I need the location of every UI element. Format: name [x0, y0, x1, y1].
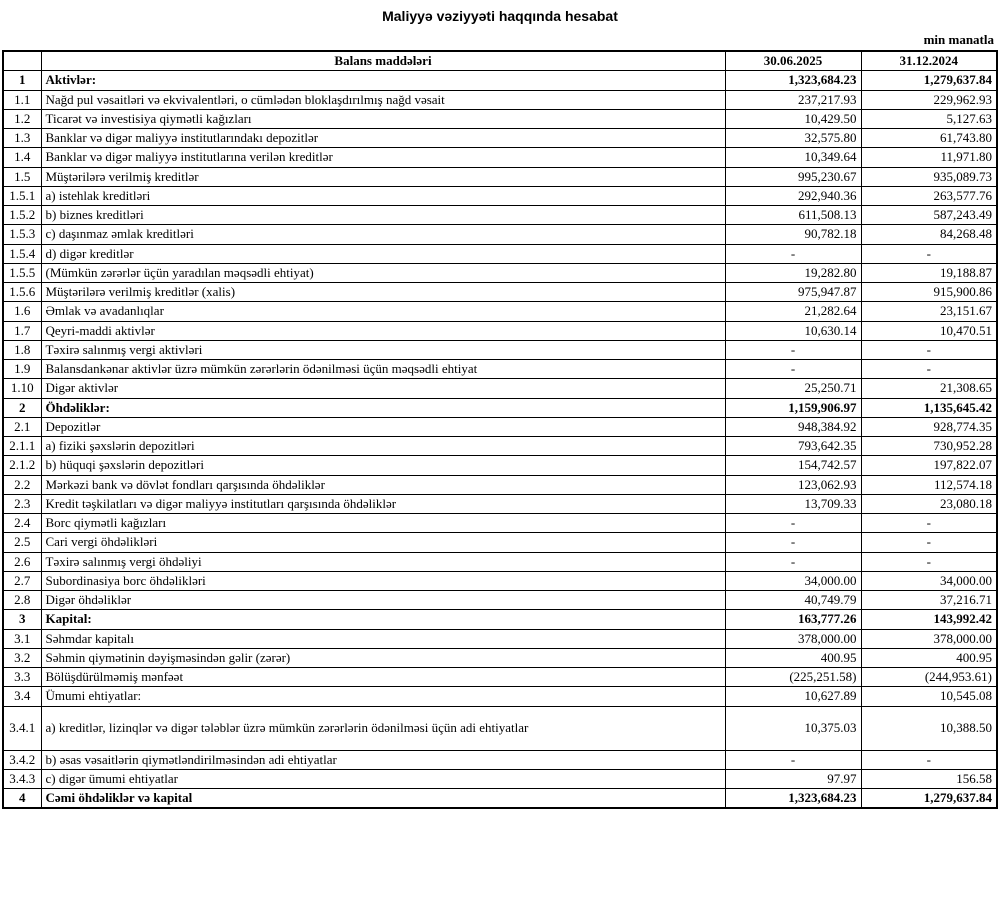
- row-number: 1.5.3: [3, 225, 41, 244]
- row-number: 1.9: [3, 360, 41, 379]
- row-value-col2: 730,952.28: [861, 437, 997, 456]
- table-row: [3, 629, 997, 648]
- row-number: 2: [3, 398, 41, 417]
- row-label: Kredit təşkilatları və digər maliyyə institutları qarşısında öhdəliklər: [41, 494, 725, 513]
- table-row: [3, 148, 997, 167]
- row-number: 1.2: [3, 109, 41, 128]
- table-row: [3, 340, 997, 359]
- row-value-col1: 10,375.03: [725, 706, 861, 750]
- row-label: Müştərilərə verilmiş kreditlər (xalis): [41, 283, 725, 302]
- row-value-col2: 84,268.48: [861, 225, 997, 244]
- row-label: Digər öhdəliklər: [41, 591, 725, 610]
- row-value-col2: 5,127.63: [861, 109, 997, 128]
- row-label: Banklar və digər maliyyə institutlarına verilən kreditlər: [41, 148, 725, 167]
- row-label: Banklar və digər maliyyə institutlarındakı depozitlər: [41, 129, 725, 148]
- table-row: [3, 706, 997, 750]
- row-number: 1.8: [3, 340, 41, 359]
- row-label: b) əsas vəsaitlərin qiymətləndirilməsindən adi ehtiyatlar: [41, 750, 725, 769]
- row-label: b) hüquqi şəxslərin depozitləri: [41, 456, 725, 475]
- row-label: Borc qiymətli kağızları: [41, 514, 725, 533]
- header-label: Balans maddələri: [41, 51, 725, 71]
- row-label: a) fiziki şəxslərin depozitləri: [41, 437, 725, 456]
- row-value-col1: 1,159,906.97: [725, 398, 861, 417]
- row-value-col1: 975,947.87: [725, 283, 861, 302]
- row-label: Ticarət və investisiya qiymətli kağızları: [41, 109, 725, 128]
- row-value-col1: 1,323,684.23: [725, 71, 861, 90]
- row-label: Mərkəzi bank və dövlət fondları qarşısında öhdəliklər: [41, 475, 725, 494]
- table-row: [3, 456, 997, 475]
- row-value-col2: 928,774.35: [861, 417, 997, 436]
- row-value-col2: 1,279,637.84: [861, 71, 997, 90]
- row-label: Bölüşdürülməmiş mənfəət: [41, 668, 725, 687]
- row-value-col1: -: [725, 533, 861, 552]
- table-row: [3, 789, 997, 809]
- row-value-col2: 23,151.67: [861, 302, 997, 321]
- row-label: Təxirə salınmış vergi aktivləri: [41, 340, 725, 359]
- table-row: [3, 437, 997, 456]
- row-value-col2: 263,577.76: [861, 186, 997, 205]
- row-label: a) kreditlər, lizinqlər və digər tələblər üzrə mümkün zərərlərin ödənilməsi üçün adi ehtiyatlar: [41, 706, 725, 750]
- row-number: 2.5: [3, 533, 41, 552]
- row-value-col2: 61,743.80: [861, 129, 997, 148]
- row-number: 2.2: [3, 475, 41, 494]
- row-value-col2: 112,574.18: [861, 475, 997, 494]
- row-value-col2: 19,188.87: [861, 263, 997, 282]
- table-row: [3, 610, 997, 629]
- row-value-col2: 378,000.00: [861, 629, 997, 648]
- row-label: Qeyri-maddi aktivlər: [41, 321, 725, 340]
- row-value-col2: -: [861, 360, 997, 379]
- table-row: [3, 283, 997, 302]
- row-number: 1.5.1: [3, 186, 41, 205]
- row-value-col2: (244,953.61): [861, 668, 997, 687]
- balance-sheet-table: [2, 50, 998, 809]
- row-value-col1: -: [725, 340, 861, 359]
- row-label: Təxirə salınmış vergi öhdəliyi: [41, 552, 725, 571]
- row-value-col2: 11,971.80: [861, 148, 997, 167]
- row-value-col1: 32,575.80: [725, 129, 861, 148]
- row-value-col1: 948,384.92: [725, 417, 861, 436]
- row-label: d) digər kreditlər: [41, 244, 725, 263]
- table-row: [3, 90, 997, 109]
- row-number: 1.5.6: [3, 283, 41, 302]
- row-value-col1: 34,000.00: [725, 571, 861, 590]
- row-value-col1: 97.97: [725, 769, 861, 788]
- table-row: [3, 321, 997, 340]
- row-value-col1: 163,777.26: [725, 610, 861, 629]
- row-number: 3.3: [3, 668, 41, 687]
- header-num: [3, 51, 41, 71]
- table-row: [3, 109, 997, 128]
- row-number: 1.7: [3, 321, 41, 340]
- row-value-col1: 19,282.80: [725, 263, 861, 282]
- row-label: c) daşınmaz əmlak kreditləri: [41, 225, 725, 244]
- row-number: 2.8: [3, 591, 41, 610]
- row-number: 1.5.2: [3, 206, 41, 225]
- row-number: 1.5.4: [3, 244, 41, 263]
- table-row: [3, 533, 997, 552]
- row-value-col1: 995,230.67: [725, 167, 861, 186]
- row-number: 2.1.2: [3, 456, 41, 475]
- unit-note: min manatla: [923, 32, 994, 47]
- row-label: Cəmi öhdəliklər və kapital: [41, 789, 725, 809]
- row-value-col2: -: [861, 750, 997, 769]
- table-row: [3, 750, 997, 769]
- row-value-col1: (225,251.58): [725, 668, 861, 687]
- row-label: Nağd pul vəsaitləri və ekvivalentləri, o cümlədən bloklaşdırılmış nağd vəsait: [41, 90, 725, 109]
- row-label: Öhdəliklər:: [41, 398, 725, 417]
- table-row: [3, 302, 997, 321]
- header-col2-date: 31.12.2024: [861, 51, 997, 71]
- row-value-col2: 935,089.73: [861, 167, 997, 186]
- row-number: 3: [3, 610, 41, 629]
- row-value-col2: -: [861, 533, 997, 552]
- row-value-col1: 25,250.71: [725, 379, 861, 398]
- row-number: 1.1: [3, 90, 41, 109]
- row-value-col2: 10,470.51: [861, 321, 997, 340]
- row-value-col1: 1,323,684.23: [725, 789, 861, 809]
- row-value-col1: 10,429.50: [725, 109, 861, 128]
- row-label: Ümumi ehtiyatlar:: [41, 687, 725, 706]
- row-number: 4: [3, 789, 41, 809]
- row-value-col2: -: [861, 552, 997, 571]
- row-label: Digər aktivlər: [41, 379, 725, 398]
- row-number: 3.2: [3, 648, 41, 667]
- row-label: Səhmin qiymətinin dəyişməsindən gəlir (zərər): [41, 648, 725, 667]
- table-row: [3, 71, 997, 90]
- row-value-col2: 143,992.42: [861, 610, 997, 629]
- table-row: [3, 398, 997, 417]
- row-value-col2: 10,545.08: [861, 687, 997, 706]
- row-value-col2: 10,388.50: [861, 706, 997, 750]
- row-number: 3.4.3: [3, 769, 41, 788]
- table-header: [3, 51, 997, 71]
- row-value-col1: 10,630.14: [725, 321, 861, 340]
- row-value-col1: 292,940.36: [725, 186, 861, 205]
- row-number: 2.1: [3, 417, 41, 436]
- row-value-col2: 915,900.86: [861, 283, 997, 302]
- row-value-col1: -: [725, 514, 861, 533]
- row-value-col1: -: [725, 360, 861, 379]
- row-value-col1: 400.95: [725, 648, 861, 667]
- table-row: [3, 206, 997, 225]
- row-label: a) istehlak kreditləri: [41, 186, 725, 205]
- row-value-col1: 10,627.89: [725, 687, 861, 706]
- row-value-col1: 793,642.35: [725, 437, 861, 456]
- row-label: Səhmdar kapitalı: [41, 629, 725, 648]
- row-number: 1.10: [3, 379, 41, 398]
- table-row: [3, 417, 997, 436]
- row-value-col1: 90,782.18: [725, 225, 861, 244]
- table-row: [3, 225, 997, 244]
- row-number: 2.4: [3, 514, 41, 533]
- row-number: 3.4.1: [3, 706, 41, 750]
- row-value-col2: 37,216.71: [861, 591, 997, 610]
- table-row: [3, 186, 997, 205]
- row-number: 3.1: [3, 629, 41, 648]
- row-value-col2: 400.95: [861, 648, 997, 667]
- row-value-col2: 197,822.07: [861, 456, 997, 475]
- row-label: Subordinasiya borc öhdəlikləri: [41, 571, 725, 590]
- row-value-col1: 237,217.93: [725, 90, 861, 109]
- row-value-col2: -: [861, 514, 997, 533]
- row-label: Balansdankənar aktivlər üzrə mümkün zərərlərin ödənilməsi üçün məqsədli ehtiyat: [41, 360, 725, 379]
- row-value-col1: 40,749.79: [725, 591, 861, 610]
- row-label: Kapital:: [41, 610, 725, 629]
- row-label: Əmlak və avadanlıqlar: [41, 302, 725, 321]
- row-number: 1.5.5: [3, 263, 41, 282]
- row-value-col1: -: [725, 244, 861, 263]
- row-label: Depozitlər: [41, 417, 725, 436]
- row-value-col2: 23,080.18: [861, 494, 997, 513]
- row-value-col1: 611,508.13: [725, 206, 861, 225]
- table-row: [3, 648, 997, 667]
- row-value-col1: 378,000.00: [725, 629, 861, 648]
- row-number: 1.5: [3, 167, 41, 186]
- row-value-col1: 21,282.64: [725, 302, 861, 321]
- table-row: [3, 687, 997, 706]
- row-value-col2: 1,135,645.42: [861, 398, 997, 417]
- table-row: [3, 379, 997, 398]
- row-value-col2: 34,000.00: [861, 571, 997, 590]
- table-row: [3, 263, 997, 282]
- row-label: Aktivlər:: [41, 71, 725, 90]
- table-row: [3, 494, 997, 513]
- row-label: Müştərilərə verilmiş kreditlər: [41, 167, 725, 186]
- row-value-col2: 156.58: [861, 769, 997, 788]
- row-number: 1.4: [3, 148, 41, 167]
- row-number: 1.6: [3, 302, 41, 321]
- row-label: Cari vergi öhdəlikləri: [41, 533, 725, 552]
- row-value-col1: 154,742.57: [725, 456, 861, 475]
- table-row: [3, 769, 997, 788]
- row-value-col1: -: [725, 750, 861, 769]
- row-number: 2.6: [3, 552, 41, 571]
- table-row: [3, 552, 997, 571]
- row-value-col1: 10,349.64: [725, 148, 861, 167]
- row-label: b) biznes kreditləri: [41, 206, 725, 225]
- header-col1-date: 30.06.2025: [725, 51, 861, 71]
- row-number: 2.7: [3, 571, 41, 590]
- table-row: [3, 514, 997, 533]
- table-row: [3, 360, 997, 379]
- table-header-row: [3, 51, 997, 71]
- row-value-col2: -: [861, 340, 997, 359]
- row-value-col1: -: [725, 552, 861, 571]
- row-number: 1: [3, 71, 41, 90]
- row-value-col2: 587,243.49: [861, 206, 997, 225]
- table-row: [3, 571, 997, 590]
- row-value-col1: 123,062.93: [725, 475, 861, 494]
- row-number: 3.4: [3, 687, 41, 706]
- row-label: c) digər ümumi ehtiyatlar: [41, 769, 725, 788]
- table-row: [3, 167, 997, 186]
- row-number: 2.1.1: [3, 437, 41, 456]
- row-number: 1.3: [3, 129, 41, 148]
- row-number: 2.3: [3, 494, 41, 513]
- table-row: [3, 668, 997, 687]
- row-value-col2: 21,308.65: [861, 379, 997, 398]
- row-number: 3.4.2: [3, 750, 41, 769]
- table-row: [3, 591, 997, 610]
- table-row: [3, 244, 997, 263]
- row-value-col2: -: [861, 244, 997, 263]
- row-value-col1: 13,709.33: [725, 494, 861, 513]
- table-body: [3, 71, 997, 809]
- table-row: [3, 475, 997, 494]
- table-row: [3, 129, 997, 148]
- page-title: Maliyyə vəziyyəti haqqında hesabat: [382, 8, 618, 24]
- row-value-col2: 229,962.93: [861, 90, 997, 109]
- row-label: (Mümkün zərərlər üçün yaradılan məqsədli ehtiyat): [41, 263, 725, 282]
- row-value-col2: 1,279,637.84: [861, 789, 997, 809]
